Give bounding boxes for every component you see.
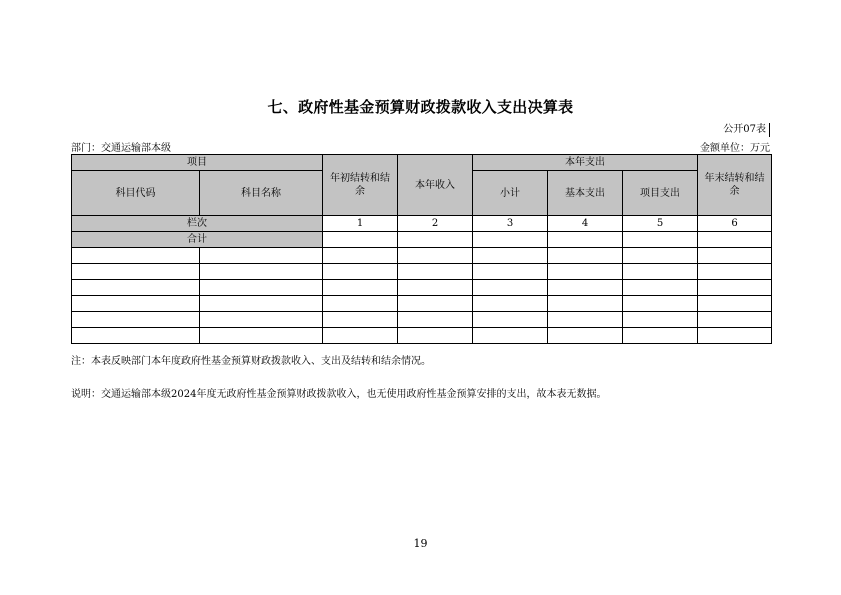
header-begin-balance-text: 年初结转和结余 xyxy=(330,173,390,197)
header-end-balance xyxy=(698,155,772,216)
page-title: 七、政府性基金预算财政拨款收入支出决算表 xyxy=(267,98,574,116)
header-begin-balance xyxy=(323,155,398,216)
column-number: 6 xyxy=(698,216,772,232)
column-number: 5 xyxy=(623,216,698,232)
table-row xyxy=(72,296,772,312)
table-row xyxy=(72,312,772,328)
table-cell xyxy=(473,232,548,248)
table-row xyxy=(72,264,772,280)
header-basic: 基本支出 xyxy=(548,171,623,216)
table-row xyxy=(72,248,772,264)
table-cell xyxy=(323,232,398,248)
table-cell xyxy=(698,232,772,248)
table-note: 注：本表反映部门本年度政府性基金预算财政拨款收入、支出及结转和结余情况。 xyxy=(71,356,431,367)
header-income: 本年收入 xyxy=(398,155,473,216)
table-cell xyxy=(548,232,623,248)
header-end-balance-text: 年末结转和结余 xyxy=(704,173,765,197)
table-row xyxy=(72,328,772,344)
header-subtotal: 小计 xyxy=(473,171,548,216)
table-cell xyxy=(398,232,473,248)
column-number: 3 xyxy=(473,216,548,232)
header-name: 科目名称 xyxy=(200,171,323,216)
header-project-expense: 项目支出 xyxy=(623,171,698,216)
total-label: 合计 xyxy=(72,232,323,248)
header-expense: 本年支出 xyxy=(473,155,698,171)
table-row xyxy=(72,280,772,296)
column-number: 1 xyxy=(323,216,398,232)
form-number: 公开07表 xyxy=(723,123,770,137)
explanation-text: 说明：交通运输部本级2024年度无政府性基金预算财政拨款收入，也无使用政府性基金预算安排的支出，故本表无数据。 xyxy=(71,389,607,400)
column-number: 2 xyxy=(398,216,473,232)
header-project: 项目 xyxy=(72,155,323,171)
header-code: 科目代码 xyxy=(72,171,200,216)
final-accounts-table xyxy=(71,154,772,344)
page-number: 19 xyxy=(413,537,428,550)
unit-label: 金额单位：万元 xyxy=(700,143,770,154)
department-label: 部门：交通运输部本级 xyxy=(71,143,171,154)
table-cell xyxy=(623,232,698,248)
row-label: 栏次 xyxy=(72,216,323,232)
column-number: 4 xyxy=(548,216,623,232)
